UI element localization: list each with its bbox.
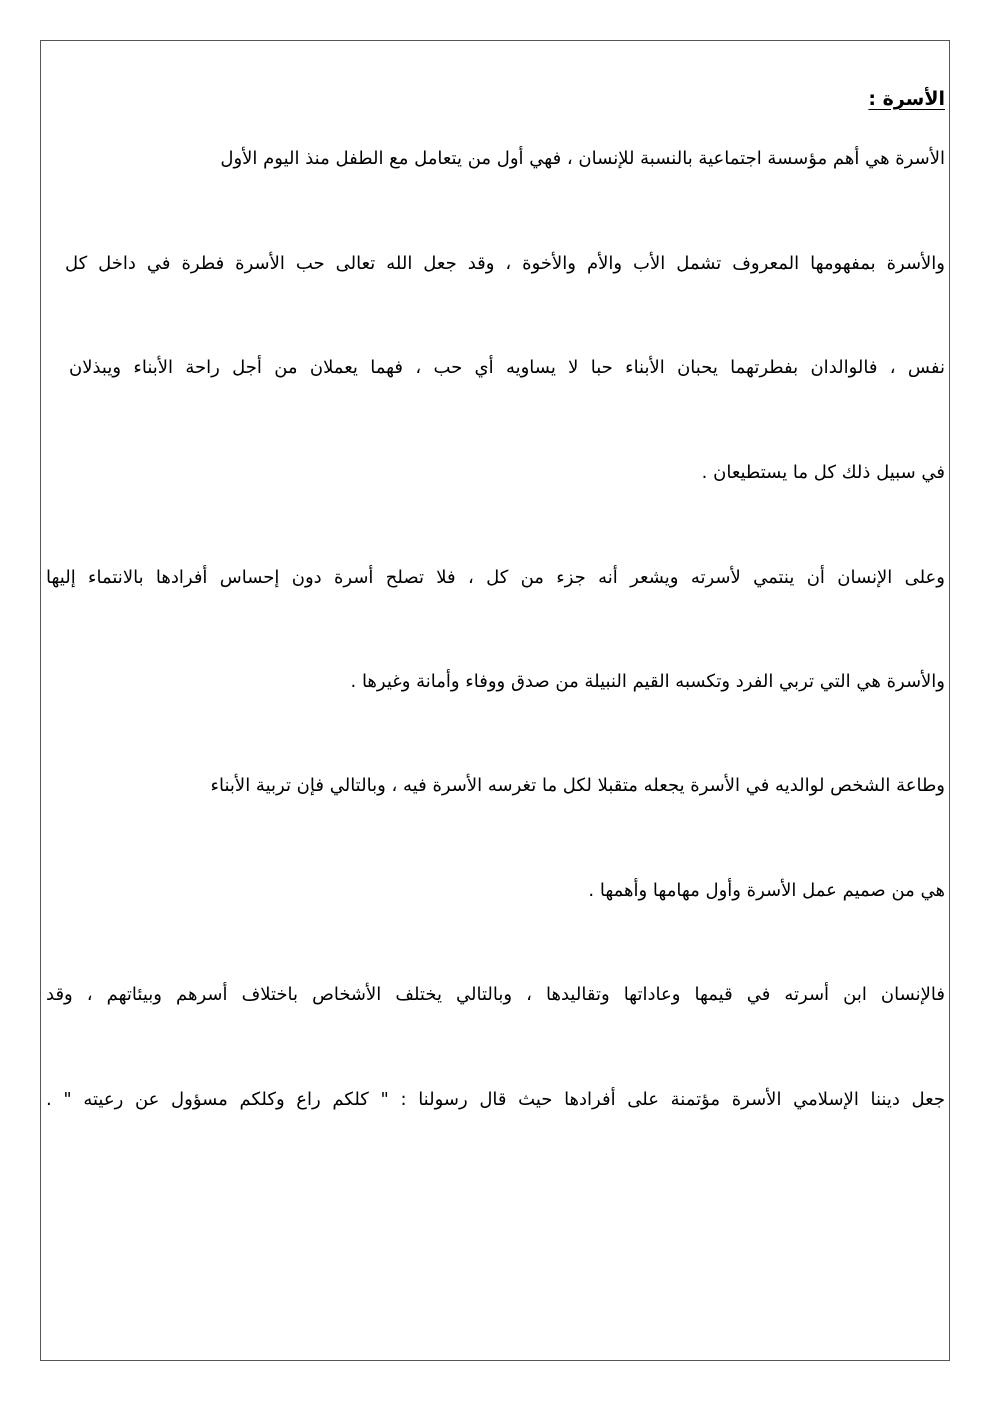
document-body <box>46 84 945 1110</box>
text-line-4: في سبيل ذلك كل ما يستطيعان . <box>701 462 945 483</box>
text-line-3: نفس ، فالوالدان بفطرتهما يحبان الأبناء حبا لا يساويه أي حب ، فهما يعملان من أجل راحة الأبناء ويبذلان <box>69 357 945 378</box>
text-line-2: والأسرة بمفهومها المعروف تشمل الأب والأم والأخوة ، وقد جعل الله تعالى حب الأسرة فطرة في داخل كل <box>65 253 945 274</box>
text-line-10: جعل ديننا الإسلامي الأسرة مؤتمنة على أفرادها حيث قال رسولنا : " كلكم راع وكلكم مسؤول عن رعيته " . <box>46 1089 945 1110</box>
text-line-9: فالإنسان ابن أسرته في قيمها وعاداتها وتقاليدها ، وبالتالي يختلف الأشخاص باختلاف أسرهم وبيئاتهم ، وقد <box>46 984 945 1005</box>
text-line-5: وعلى الإنسان أن ينتمي لأسرته ويشعر أنه جزء من كل ، فلا تصلح أسرة دون إحساس أفرادها بالانتماء إليها <box>46 567 945 588</box>
text-line-6: والأسرة هي التي تربي الفرد وتكسبه القيم النبيلة من صدق ووفاء وأمانة وغيرها . <box>350 671 945 692</box>
text-line-7: وطاعة الشخص لوالديه في الأسرة يجعله متقبلا لكل ما تغرسه الأسرة فيه ، وبالتالي فإن تربية الأبناء <box>210 775 945 796</box>
text-line-8: هي من صميم عمل الأسرة وأول مهامها وأهمها . <box>588 880 945 901</box>
document-title: الأسرة : <box>868 88 945 110</box>
text-line-1: الأسرة هي أهم مؤسسة اجتماعية بالنسبة للإنسان ، فهي أول من يتعامل مع الطفل منذ اليوم الأول <box>220 148 945 169</box>
page-border <box>40 40 950 1361</box>
